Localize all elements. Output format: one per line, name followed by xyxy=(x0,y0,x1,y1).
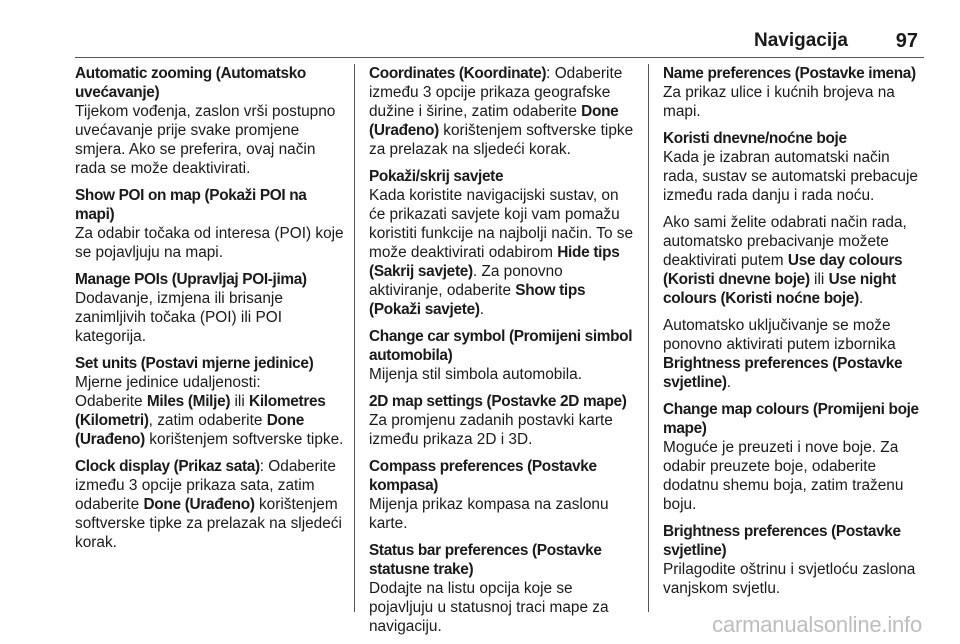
body-text: . xyxy=(726,374,731,391)
page-title: Navigacija xyxy=(754,30,848,51)
body-text: Automatsko uključivanje se može ponovno aktivirati putem izbornika xyxy=(663,317,896,353)
entry-show-hide-tips xyxy=(369,167,634,319)
entry-paragraph xyxy=(663,213,928,308)
option-label: Brightness preferences (Postavke svjetline) xyxy=(663,355,903,391)
entry-brightness-preferences xyxy=(663,522,928,598)
entry-body xyxy=(75,373,347,449)
body-text: korištenjem softverske tipke. xyxy=(144,431,344,448)
entry-body: Tijekom vođenja, zaslon vrši postupno uvećavanje prije svake promjene smjera. Ako se preferira, ovaj način rada se može deaktivirati. xyxy=(75,103,336,177)
option-label: Kilometres (Kilometri) xyxy=(75,393,326,429)
entry-body: Dodavanje, izmjena ili brisanje zanimljivih točaka (POI) ili POI kategorija. xyxy=(75,290,283,345)
option-label: Done (Urađeno) xyxy=(75,412,304,448)
column-3 xyxy=(663,64,928,606)
entry-2d-map-settings xyxy=(369,392,634,449)
body-text: ili xyxy=(809,271,829,288)
entry-title: Coordinates (Koordinate) xyxy=(369,65,547,82)
entry-day-night-colours xyxy=(663,129,928,392)
column-divider-1 xyxy=(354,64,355,612)
option-label: Use night colours (Koristi noćne boje) xyxy=(663,271,896,307)
entry-coordinates xyxy=(369,64,634,159)
entry-change-map-colours xyxy=(663,400,928,514)
entry-title: Set units (Postavi mjerne jedinice) xyxy=(75,355,314,372)
column-divider-2 xyxy=(648,64,649,612)
entry-change-car-symbol xyxy=(369,327,634,384)
entry-title: Brightness preferences (Postavke svjetline) xyxy=(663,523,901,559)
option-label: Use day colours (Koristi dnevne boje) xyxy=(663,252,903,288)
entry-paragraph xyxy=(663,316,928,392)
body-text: Mjerne jedinice udaljenosti: xyxy=(75,374,261,391)
option-label: Done (Urađeno) xyxy=(143,496,255,513)
option-label: Miles (Milje) xyxy=(146,393,231,410)
body-text: Odaberite xyxy=(75,393,147,410)
entry-name-preferences xyxy=(663,64,928,121)
entry-automatic-zooming xyxy=(75,64,347,178)
entry-set-units xyxy=(75,354,347,449)
option-label: Show tips (Pokaži savjete) xyxy=(369,282,586,318)
body-text: . xyxy=(858,290,864,307)
entry-title: Automatic zooming (Automatsko uvećavanje) xyxy=(75,65,306,101)
watermark: carmanualsonline.info xyxy=(712,612,922,637)
body-text: korištenjem softverske tipke za prelazak na sljedeći korak. xyxy=(369,122,634,158)
entry-body: Prilagodite oštrinu i svjetloću zaslona vanjskom svjetlu. xyxy=(663,561,916,597)
entry-title: Compass preferences (Postavke kompasa) xyxy=(369,458,597,494)
entry-title: 2D map settings (Postavke 2D mape) xyxy=(369,393,627,410)
body-text: . Za ponovno aktiviranje, odaberite xyxy=(369,263,563,299)
option-label: Hide tips (Sakrij savjete) xyxy=(369,244,620,280)
entry-title: Change car symbol (Promijeni simbol automobila) xyxy=(369,328,633,364)
entry-compass-preferences xyxy=(369,457,634,533)
entry-title: Koristi dnevne/noćne boje xyxy=(663,130,847,147)
entry-body: Dodajte na listu opcija koje se pojavljuju u statusnoj traci mape za navigaciju. xyxy=(369,580,609,635)
option-label: Done (Urađeno) xyxy=(369,103,619,139)
entry-title: Manage POIs (Upravljaj POI-jima) xyxy=(75,271,307,288)
entry-title: Pokaži/skrij savjete xyxy=(369,168,504,185)
entry-body: Moguće je preuzeti i nove boje. Za odabir preuzete boje, odaberite dodatnu shemu boja, zatim traženu boju. xyxy=(663,439,904,513)
entry-paragraph: Kada je izabran automatski način rada, sustav se automatski prebacuje između rada danju i rada noću. xyxy=(663,149,918,204)
entry-manage-pois xyxy=(75,270,347,346)
entry-title: Change map colours (Promijeni boje mape) xyxy=(663,401,919,437)
entry-show-poi xyxy=(75,186,347,262)
page-header xyxy=(620,30,920,54)
column-2 xyxy=(369,64,634,644)
header-rule xyxy=(75,57,924,58)
body-text: , zatim odaberite xyxy=(148,412,267,429)
entry-status-bar-preferences xyxy=(369,541,634,636)
column-1 xyxy=(75,64,347,560)
entry-title: Show POI on map (Pokaži POI na mapi) xyxy=(75,187,307,223)
entry-body: Za promjenu zadanih postavki karte između prikaza 2D i 3D. xyxy=(369,412,613,448)
body-text: Kada koristite navigacijski sustav, on će prikazati savjete koji vam pomažu koristiti funkcije na najbolji način. To se može deaktivirati odabirom xyxy=(369,187,634,261)
entry-body: Za prikaz ulice i kućnih brojeva na mapi. xyxy=(663,84,895,120)
body-text: : Odaberite između 3 opcije prikaza geografske dužine i širine, zatim odaberite xyxy=(369,65,623,120)
entry-title: Name preferences (Postavke imena) xyxy=(663,65,916,82)
body-text: Ako sami želite odabrati način rada, automatsko prebacivanje možete deaktivirati putem xyxy=(663,214,907,269)
body-text: korištenjem softverske tipke za prelazak na sljedeći korak. xyxy=(75,496,342,551)
entry-body: Mijenja stil simbola automobila. xyxy=(369,366,582,383)
body-text: . xyxy=(479,301,484,318)
entry-body: Mijenja prikaz kompasa na zaslonu karte. xyxy=(369,496,609,532)
body-text: ili xyxy=(230,393,250,410)
entry-title: Status bar preferences (Postavke statusne trake) xyxy=(369,542,602,578)
body-text: : Odaberite između 3 opcije prikaza sata, zatim odaberite xyxy=(75,458,336,513)
entry-body: Za odabir točaka od interesa (POI) koje se pojavljuju na mapi. xyxy=(75,225,344,261)
entry-clock-display xyxy=(75,457,347,552)
page-number: 97 xyxy=(895,30,918,52)
entry-title: Clock display (Prikaz sata) xyxy=(75,458,260,475)
